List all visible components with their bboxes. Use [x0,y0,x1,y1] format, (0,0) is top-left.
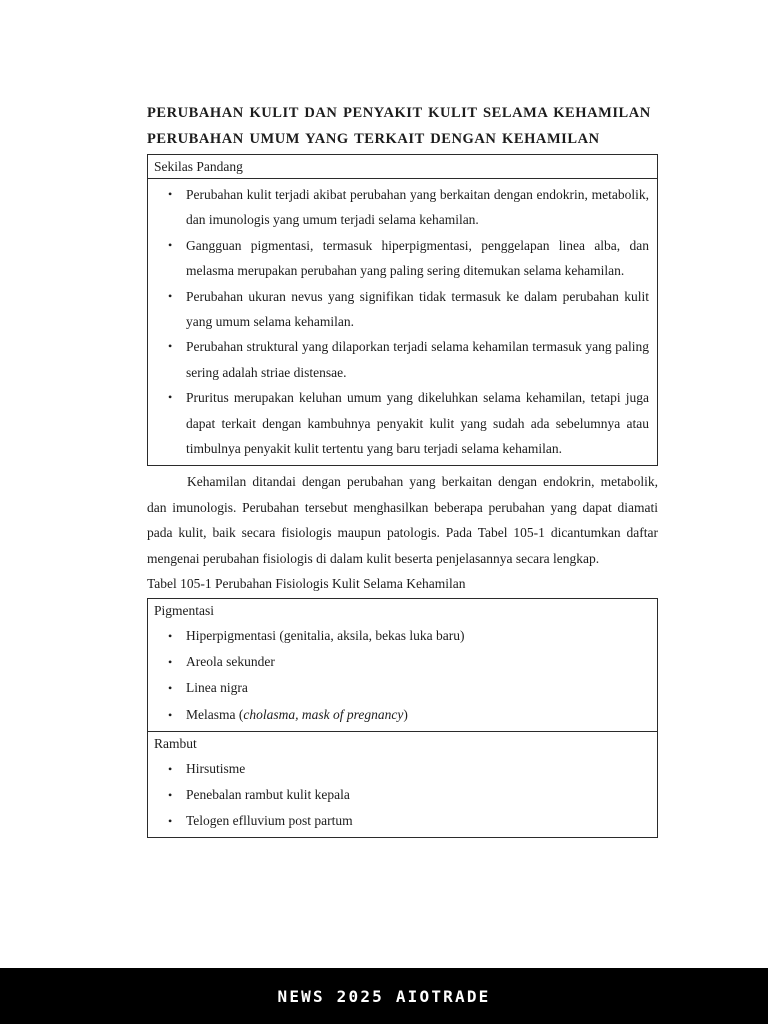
list-item-text: Penebalan rambut kulit kepala [186,786,350,802]
list-item-text: Telogen eflluvium post partum [186,813,353,829]
melasma-prefix: Melasma ( [186,706,244,722]
list-item [148,623,649,649]
page-content [147,101,658,838]
list-item [148,675,649,701]
bullet-icon: • [168,707,173,722]
bullet-icon: • [168,681,173,696]
table-105-1 [147,598,658,838]
bullet-icon: • [168,814,173,829]
list-item [148,649,649,675]
bullet-icon: • [168,787,173,802]
bullet-icon: • [168,390,173,405]
footer-watermark-bar [0,968,768,1024]
list-item [148,756,649,782]
list-item [148,182,649,233]
list-item-text: Areola sekunder [186,654,275,670]
melasma-italic: cholasma, mask of pregnancy [243,706,404,722]
intro-paragraph: Kehamilan ditandai dengan perubahan yang berkaitan dengan endokrin, metabolik, dan imunologis. Perubahan tersebut menghasilkan beberapa perubahan yang dapat diamati pada kulit, baik secara fisiologis maupun patologis. Pada Tabel 105-1 dicantumkan daftar mengenai perubahan fisiologis di dalam kulit beserta penjelasannya secara lengkap. [147,474,658,566]
list-item-text: Linea nigra [186,680,248,696]
bullet-icon: • [168,655,173,670]
list-item-text: Perubahan struktural yang dilaporkan terjadi selama kehamilan termasuk yang paling sering adalah striae distensae. [186,339,649,380]
bullet-icon: • [168,761,173,776]
table-caption: Tabel 105-1 Perubahan Fisiologis Kulit Selama Kehamilan [147,576,466,592]
bullet-icon: • [168,339,173,354]
list-item-text: Perubahan kulit terjadi akibat perubahan yang berkaitan dengan endokrin, metabolik, dan imunologis yang umum terjadi selama kehamilan. [186,187,649,228]
bullet-icon: • [168,187,173,201]
section-header-rambut: Rambut [154,735,197,751]
list-item [148,385,649,461]
list-item [148,808,649,834]
title-line-1: PERUBAHAN KULIT DAN PENYAKIT KULIT SELAMA KEHAMILAN [147,105,651,121]
list-item [148,782,649,808]
pigmentasi-bullet-list [148,622,657,731]
overview-box-header: Sekilas Pandang [148,155,657,179]
overview-bullet-list [148,179,657,465]
melasma-suffix: ) [403,706,408,722]
document-title [147,101,658,152]
list-item-text: Pruritus merupakan keluhan umum yang dikeluhkan selama kehamilan, tetapi juga dapat terkait dengan kambuhnya penyakit kulit yang sudah ada sebelumnya atau timbulnya penyakit kulit tertentu yang baru terjadi selama kehamilan. [186,390,649,457]
table-section-pigmentasi [148,599,657,731]
list-item [148,284,649,335]
bullet-icon: • [168,237,173,252]
list-item-text [186,707,408,722]
rambut-bullet-list [148,755,657,838]
list-item-text: Hiperpigmentasi (genitalia, aksila, bekas luka baru) [186,627,465,643]
list-item-text: Hirsutisme [186,760,246,776]
footer-watermark-text: NEWS 2025 AIOTRADE [277,986,491,1006]
section-header-pigmentasi: Pigmentasi [154,602,214,618]
list-item [148,233,649,284]
overview-box [147,154,658,466]
list-item-text: Perubahan ukuran nevus yang signifikan tidak termasuk ke dalam perubahan kulit yang umum selama kehamilan. [186,288,649,330]
bullet-icon: • [168,288,173,303]
list-item [148,702,649,728]
table-section-rambut [148,731,657,838]
list-item [148,334,649,385]
bullet-icon: • [168,628,173,643]
list-item-text: Gangguan pigmentasi, termasuk hiperpigmentasi, penggelapan linea alba, dan melasma merupakan perubahan yang paling sering ditemukan selama kehamilan. [186,237,649,279]
title-line-2: PERUBAHAN UMUM YANG TERKAIT DENGAN KEHAMILAN [147,130,600,147]
